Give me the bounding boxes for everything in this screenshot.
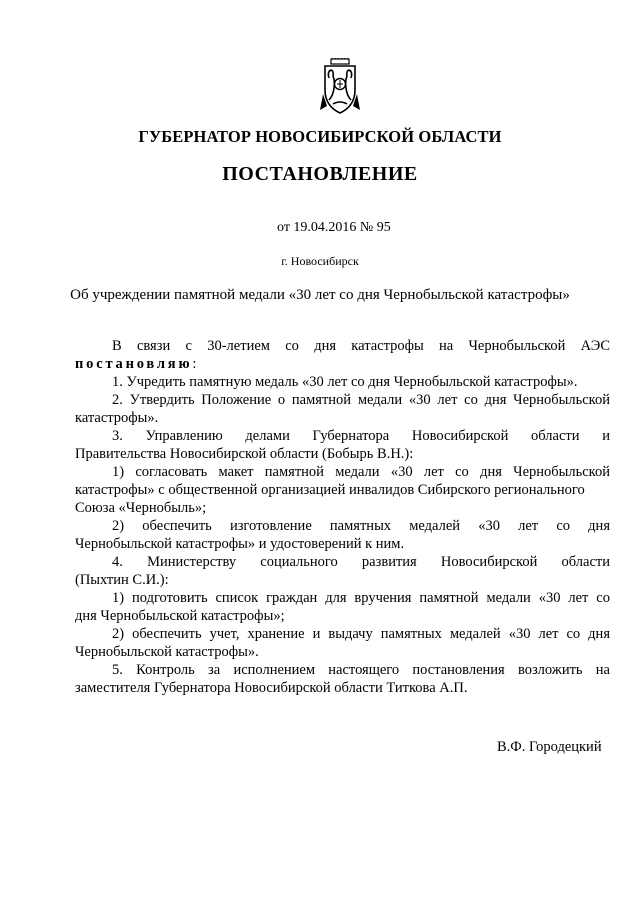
- decree-word-text: постановляю: [75, 356, 193, 372]
- body-line: катастрофы» с общественной организацией инвалидов Сибирского регионального: [75, 482, 585, 498]
- body-line: 2) обеспечить учет, хранение и выдачу памятных медалей «30 лет со дня: [112, 626, 610, 642]
- signature-name: В.Ф. Городецкий: [497, 739, 602, 755]
- body-line: 1. Учредить памятную медаль «30 лет со дня Чернобыльской катастрофы».: [112, 374, 578, 390]
- body-line: заместителя Губернатора Новосибирской области Титкова А.П.: [75, 680, 468, 696]
- body-line: 4. Министерству социального развития Новосибирской области: [112, 554, 610, 570]
- decree-colon: :: [192, 356, 197, 372]
- decree-word: [75, 355, 196, 373]
- body-line: Союза «Чернобыль»;: [75, 500, 207, 516]
- body-line: катастрофы».: [75, 410, 159, 426]
- body-line: Чернобыльской катастрофы».: [75, 644, 259, 660]
- body-line: Чернобыльской катастрофы» и удостоверений к ним.: [75, 536, 405, 552]
- body-line: 5. Контроль за исполнением настоящего постановления возложить на: [112, 662, 610, 678]
- body-line: 2) обеспечить изготовление памятных медалей «30 лет со дня: [112, 518, 610, 534]
- body-line: Правительства Новосибирской области (Бобырь В.Н.):: [75, 446, 414, 462]
- body-line: (Пыхтин С.И.):: [75, 572, 169, 588]
- novosibirsk-coat-of-arms-icon: [317, 58, 363, 116]
- body-line: 1) согласовать макет памятной медали «30 лет со дня Чернобыльской: [112, 464, 610, 480]
- issuing-authority: ГУБЕРНАТОР НОВОСИБИРСКОЙ ОБЛАСТИ: [138, 127, 502, 146]
- body-line: 1) подготовить список граждан для вручения памятной медали «30 лет со: [112, 590, 610, 606]
- body-line: 3. Управлению делами Губернатора Новосибирской области и: [112, 428, 610, 444]
- document-subject: Об учреждении памятной медали «30 лет со дня Чернобыльской катастрофы»: [70, 287, 570, 303]
- preamble: В связи с 30-летием со дня катастрофы на Чернобыльской АЭС: [112, 338, 610, 354]
- document-date-number: от 19.04.2016 № 95: [277, 220, 391, 235]
- body-line: дня Чернобыльской катастрофы»;: [75, 608, 285, 624]
- body-line: 2. Утвердить Положение о памятной медали «30 лет со дня Чернобыльской: [112, 392, 610, 408]
- document-city: г. Новосибирск: [281, 254, 359, 268]
- document-type: ПОСТАНОВЛЕНИЕ: [222, 163, 418, 185]
